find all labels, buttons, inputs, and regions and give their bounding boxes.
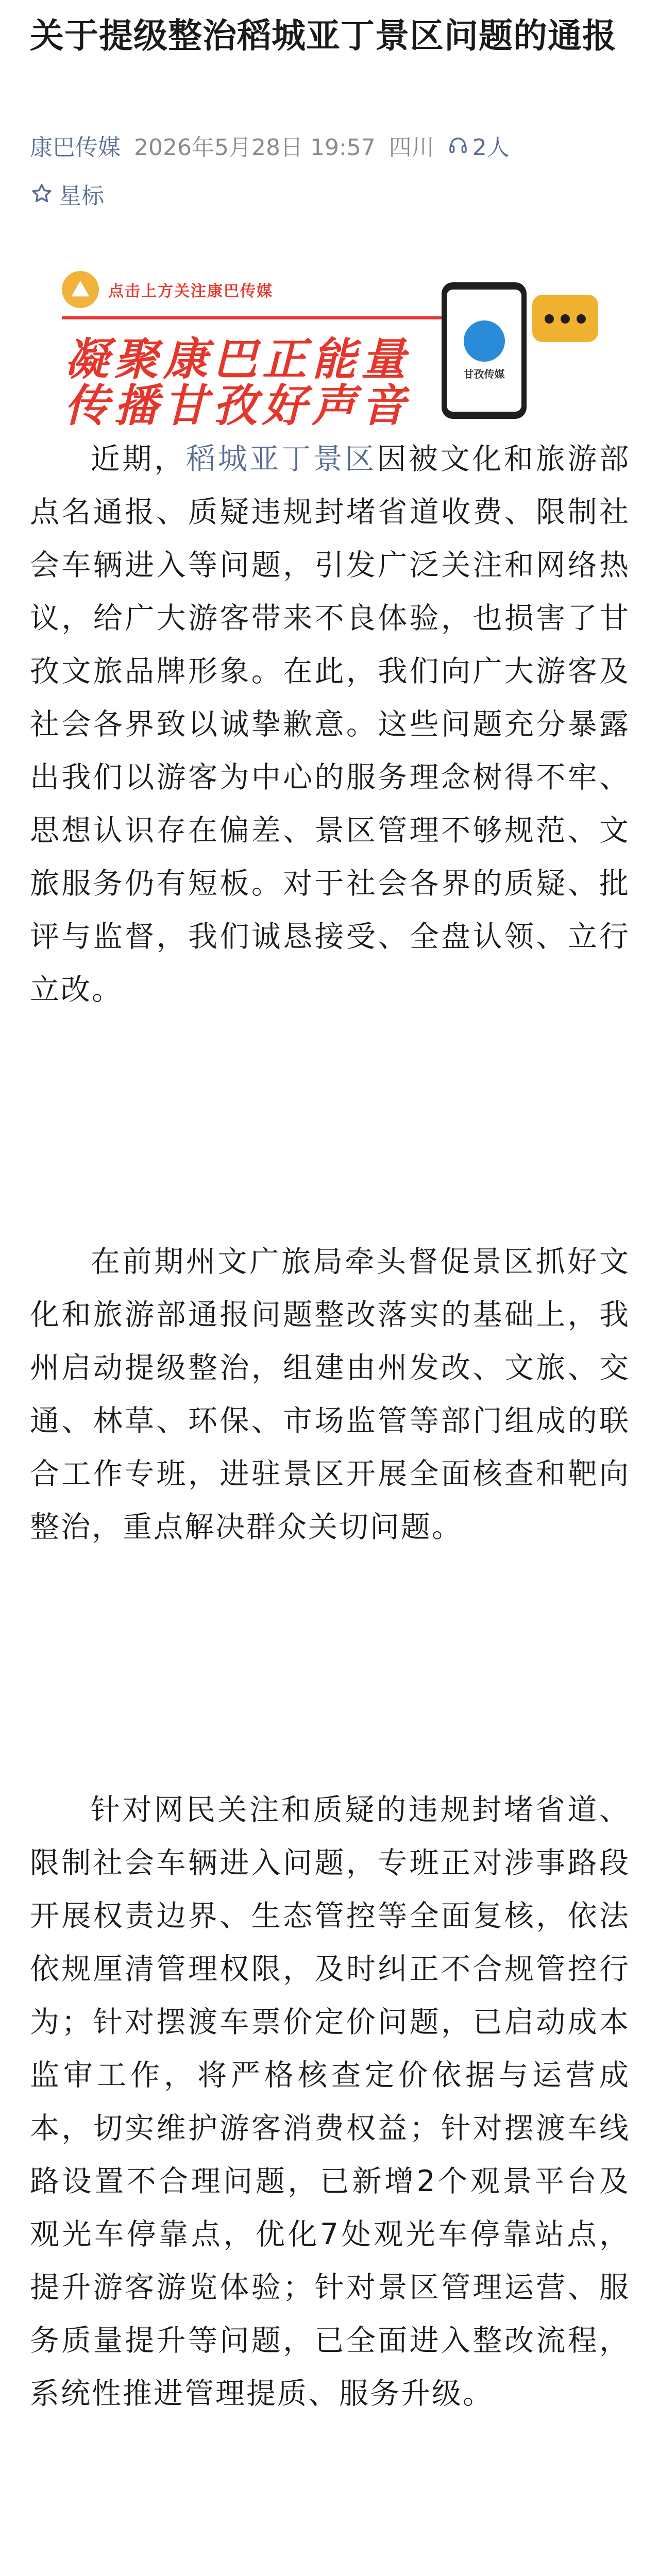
bubble-dot — [545, 314, 554, 324]
star-label: 星标 — [59, 183, 104, 209]
article-meta — [30, 130, 638, 161]
paragraph-2 — [30, 1235, 630, 1554]
star-button[interactable] — [30, 178, 104, 209]
banner-divider — [62, 316, 505, 319]
p2-text: 在前期州文广旅局牵头督促景区抓好文化和旅游部通报问题整改落实的基础上，我州启动提级整治，组建由州发改、文旅、交通、林草、环保、市场监管等部门组成的联合工作专班，进驻景区开展全面核查和靶向整治，重点解决群众关切问题。 — [30, 1245, 630, 1544]
publish-location: 四川 — [388, 134, 434, 161]
app-name: 甘孜传媒 — [463, 368, 505, 380]
app-logo-icon — [464, 320, 505, 362]
publish-date: 2026年5月28日 19:57 — [134, 134, 376, 161]
phone-illustration — [442, 282, 527, 419]
scenic-area-link[interactable]: 稻城亚丁景区 — [185, 442, 377, 476]
paragraph-1 — [30, 433, 630, 1016]
slogan-line1: 凝聚康巴正能量 — [64, 334, 411, 385]
p3-text: 针对网民关注和质疑的违规封堵省道、限制社会车辆进入问题，专班正对涉事路段开展权责边界、生态管控等全面复核，依法依规厘清管理权限，及时纠正不合规管控行为；针对摆渡车票价定价问题，已启动成本监审工作，将严格核查定价依据与运营成本，切实维护游客消费权益；针对摆渡车线路设置不合理问题，已新增2个观景平台及观光车停靠点，优化7处观光车停靠站点，提升游客游览体验；针对景区管理运营、服务质量提升等问题，已全面进入整改流程，系统性推进管理提质、服务升级。 — [30, 1793, 630, 2411]
promo-banner[interactable] — [59, 267, 600, 432]
readers-count: 2人 — [472, 134, 510, 161]
paragraph-3 — [30, 1784, 630, 2420]
bubble-dot — [561, 314, 570, 324]
phone-screen — [447, 290, 521, 412]
listen-readers[interactable] — [448, 129, 510, 162]
kangba-logo-icon — [62, 271, 99, 308]
bubble-dot — [577, 314, 586, 324]
p1-text: 因被文化和旅游部点名通报、质疑违规封堵省道收费、限制社会车辆进入等问题，引发广泛关注和网络热议，给广大游客带来不良体验，也损害了甘孜文旅品牌形象。在此，我们向广大游客及社会各界致以诚挚歉意。这些问题充分暴露出我们以游客为中心的服务理念树得不牢、思想认识存在偏差、景区管理不够规范、文旅服务仍有短板。对于社会各界的质疑、批评与监督，我们诚恳接受、全盘认领、立行立改。 — [30, 442, 631, 1007]
headphones-icon — [448, 135, 468, 156]
p1-intro: 近期， — [90, 442, 186, 476]
chat-bubble-icon — [532, 295, 598, 342]
author-link[interactable]: 康巴传媒 — [30, 134, 121, 161]
star-icon — [30, 182, 54, 206]
follow-text: 点击上方关注康巴传媒 — [108, 282, 273, 300]
slogan-line2: 传播甘孜好声音 — [64, 380, 411, 432]
article-title: 关于提级整治稻城亚丁景区问题的通报 — [30, 16, 617, 56]
